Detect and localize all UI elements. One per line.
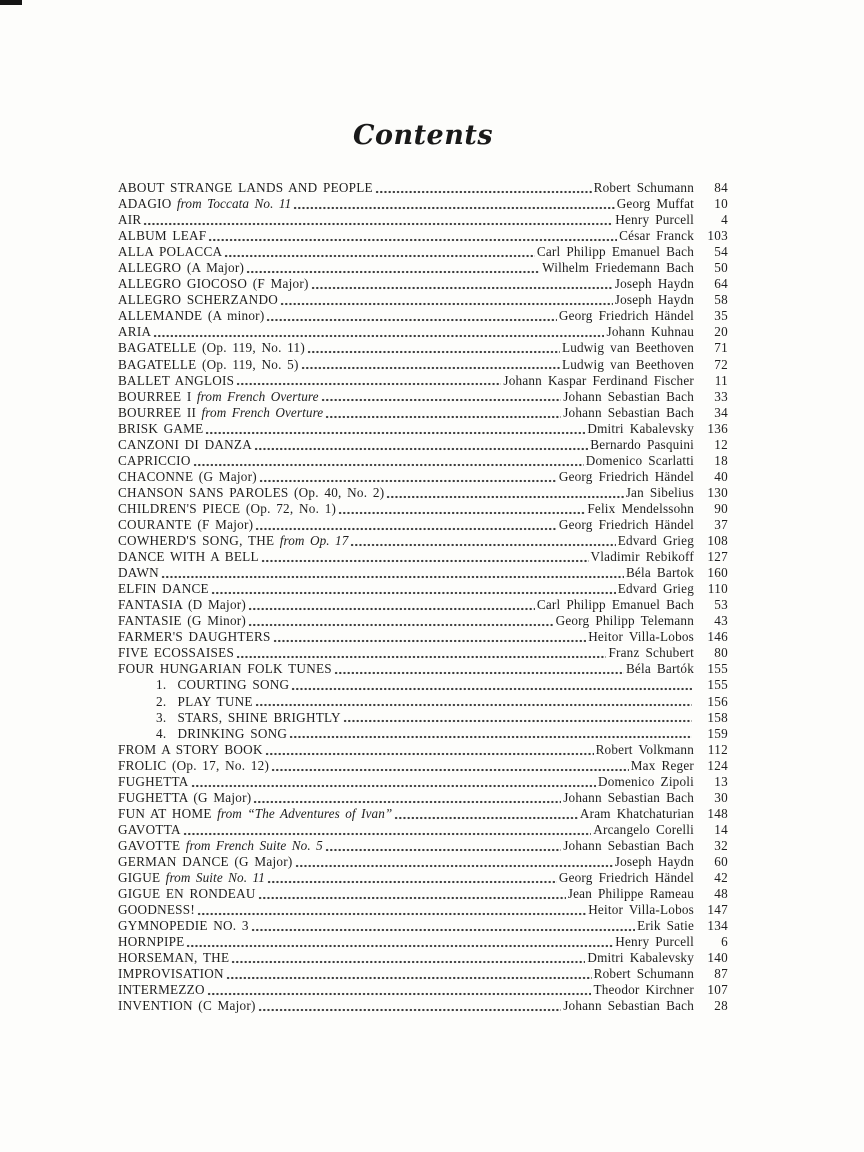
entry-title: ALBUM LEAF — [118, 228, 207, 244]
toc-entry — [118, 276, 728, 292]
toc-entry — [118, 581, 728, 597]
dot-leader — [321, 389, 562, 405]
toc-entry — [118, 806, 728, 822]
entry-page: 110 — [707, 581, 728, 597]
entry-page: 148 — [707, 805, 728, 821]
entry-author: Franz Schubert — [608, 645, 694, 661]
toc-entry — [118, 405, 728, 421]
entry-author: Aram Khatchaturian — [579, 805, 694, 821]
dot-leader — [236, 373, 501, 389]
entry-page: 140 — [707, 950, 728, 966]
dot-leader — [267, 870, 557, 886]
entry-author: Jean Philippe Rameau — [567, 886, 694, 902]
entry-title: FROLIC (Op. 17, No. 12) — [118, 757, 270, 773]
dot-leader — [208, 228, 617, 244]
entry-author: Jan Sibelius — [625, 484, 694, 500]
entry-page: 103 — [707, 228, 728, 244]
dot-leader — [291, 677, 692, 693]
entry-page: 124 — [707, 757, 728, 773]
dot-leader — [246, 260, 540, 276]
entry-author: Arcangelo Corelli — [593, 821, 694, 837]
dot-leader — [325, 405, 561, 421]
dot-leader — [255, 694, 692, 710]
entry-title: FIVE ECOSSAISES — [118, 645, 235, 661]
toc-entry — [118, 324, 728, 340]
toc-entry — [118, 838, 728, 854]
entry-author: Domenico Scarlatti — [585, 452, 694, 468]
entry-author: Georg Friedrich Händel — [558, 516, 694, 532]
toc-entry — [118, 870, 728, 886]
dot-leader — [205, 421, 585, 437]
entry-title: BALLET ANGLOIS — [118, 372, 235, 388]
entry-page: 11 — [714, 372, 728, 388]
entry-title: DANCE WITH A BELL — [118, 549, 259, 565]
entry-author: Wilhelm Friedemann Bach — [542, 260, 694, 276]
entry-author: Joseph Haydn — [614, 292, 694, 308]
entry-title: FUGHETTA (G Major) — [118, 789, 252, 805]
entry-page: 14 — [714, 821, 728, 837]
toc-entry — [118, 453, 728, 469]
dot-leader — [251, 918, 635, 934]
dot-leader — [350, 533, 615, 549]
toc-entry — [118, 437, 728, 453]
dot-leader — [197, 902, 586, 918]
toc-entry — [118, 389, 728, 405]
entry-author: Robert Volkmann — [595, 741, 694, 757]
dot-leader — [161, 565, 624, 581]
entry-author: Edvard Grieg — [617, 533, 694, 549]
entry-page: 80 — [714, 645, 728, 661]
scan-artifact — [0, 0, 22, 5]
entry-author: Georg Philipp Telemann — [555, 613, 694, 629]
entry-page: 90 — [714, 500, 728, 516]
toc-entry — [118, 822, 728, 838]
entry-page: 10 — [714, 196, 728, 212]
toc-entry — [118, 790, 728, 806]
entry-author: Henry Purcell — [615, 212, 694, 228]
entry-author: Bernardo Pasquini — [590, 436, 694, 452]
toc-entry — [118, 565, 728, 581]
entry-page: 156 — [707, 693, 728, 709]
dot-leader — [273, 629, 587, 645]
entry-page: 87 — [714, 966, 728, 982]
dot-leader — [266, 308, 556, 324]
toc-entry — [118, 292, 728, 308]
entry-title: INTERMEZZO — [118, 982, 205, 998]
toc-entry — [118, 629, 728, 645]
dot-leader — [375, 180, 592, 196]
toc-entry — [118, 998, 728, 1014]
toc-entry — [118, 918, 728, 934]
dot-leader — [255, 517, 557, 533]
entry-title: FANTASIA (D Major) — [118, 597, 247, 613]
entry-page: 20 — [714, 324, 728, 340]
dot-leader — [186, 934, 613, 950]
entry-author: Heitor Villa-Lobos — [588, 629, 694, 645]
dot-leader — [191, 774, 596, 790]
entry-title: CHACONNE (G Major) — [118, 468, 257, 484]
dot-leader — [153, 324, 604, 340]
entry-page: 32 — [714, 837, 728, 853]
dot-leader — [311, 276, 613, 292]
entry-page: 6 — [721, 934, 728, 950]
dot-leader — [261, 549, 589, 565]
toc-entry — [118, 517, 728, 533]
entry-page: 112 — [707, 741, 728, 757]
toc-entry — [118, 180, 728, 196]
dot-leader — [254, 437, 588, 453]
page-title: Contents — [352, 120, 494, 151]
toc-entry — [118, 597, 728, 613]
entry-page: 34 — [714, 404, 728, 420]
toc-entry — [118, 228, 728, 244]
dot-leader — [183, 822, 592, 838]
entry-author: Felix Mendelssohn — [587, 500, 694, 516]
entry-author: Dmitri Kabalevsky — [587, 420, 694, 436]
entry-author: Johann Kaspar Ferdinand Fischer — [503, 372, 694, 388]
dot-leader — [231, 950, 585, 966]
entry-title: ALLEGRO GIOCOSO (F Major) — [118, 276, 309, 292]
entry-author: Robert Schumann — [593, 180, 694, 195]
entry-page: 33 — [714, 388, 728, 404]
entry-title: 4. DRINKING SONG — [156, 725, 288, 741]
dot-leader — [271, 758, 629, 774]
toc-entry — [118, 645, 728, 661]
entry-author: Johann Sebastian Bach — [563, 837, 694, 853]
entry-title: GERMAN DANCE (G Major) — [118, 853, 293, 869]
entry-author: Johann Kuhnau — [606, 324, 694, 340]
dot-leader — [258, 886, 566, 902]
entry-page: 72 — [714, 356, 728, 372]
entry-title: 1. COURTING SONG — [156, 677, 290, 693]
toc-entry — [118, 902, 728, 918]
entry-title: CHANSON SANS PAROLES (Op. 40, No. 2) — [118, 484, 385, 500]
entry-author: Johann Sebastian Bach — [563, 998, 694, 1014]
entry-author: Edvard Grieg — [617, 581, 694, 597]
dot-leader — [248, 597, 535, 613]
entry-page: 159 — [707, 725, 728, 741]
entry-author: Georg Muffat — [616, 196, 694, 212]
entry-author: Joseph Haydn — [614, 276, 694, 292]
entry-page: 54 — [714, 244, 728, 260]
entry-title: CAPRICCIO — [118, 452, 191, 468]
entry-page: 147 — [707, 902, 728, 918]
entry-title: ELFIN DANCE — [118, 581, 209, 597]
entry-title: ALLEGRO (A Major) — [118, 260, 245, 276]
entry-page: 84 — [714, 180, 728, 195]
entry-title: CHILDREN'S PIECE (Op. 72, No. 1) — [118, 500, 337, 516]
entry-page: 50 — [714, 260, 728, 276]
entry-title: DAWN — [118, 565, 159, 581]
entry-author: Johann Sebastian Bach — [563, 789, 694, 805]
entry-page: 134 — [707, 918, 728, 934]
entry-page: 53 — [714, 597, 728, 613]
toc-entry — [118, 260, 728, 276]
toc-entry — [118, 934, 728, 950]
toc-entry — [118, 357, 728, 373]
entry-author: Georg Friedrich Händel — [558, 308, 694, 324]
entry-page: 42 — [714, 870, 728, 886]
dot-leader — [295, 854, 613, 870]
toc-entry — [118, 212, 728, 228]
entry-title: INVENTION (C Major) — [118, 998, 256, 1014]
dot-leader — [248, 613, 554, 629]
entry-author: Ludwig van Beethoven — [561, 356, 694, 372]
toc-entry — [118, 694, 728, 710]
entry-page: 4 — [721, 212, 728, 228]
entry-page: 71 — [714, 340, 728, 356]
entry-title: GOODNESS! — [118, 902, 195, 918]
dot-leader — [226, 966, 592, 982]
entry-page: 108 — [707, 533, 728, 549]
entry-author: César Franck — [619, 228, 694, 244]
toc-entry — [118, 533, 728, 549]
toc-entry — [118, 982, 728, 998]
dot-leader — [343, 710, 692, 726]
toc-entry — [118, 340, 728, 356]
entry-author: Carl Philipp Emanuel Bach — [536, 597, 694, 613]
entry-title: 3. STARS, SHINE BRIGHTLY — [156, 709, 341, 725]
entry-title: BAGATELLE (Op. 119, No. 5) — [118, 356, 299, 372]
entry-title: COURANTE (F Major) — [118, 516, 254, 532]
entry-page: 155 — [707, 677, 728, 693]
entry-title: AIR — [118, 212, 142, 228]
entry-title: ABOUT STRANGE LANDS AND PEOPLE — [118, 180, 373, 195]
entry-page: 136 — [707, 420, 728, 436]
entry-title: GIGUE from Suite No. 11 — [118, 870, 265, 886]
toc-list — [118, 180, 728, 1014]
entry-author: Vladimir Rebikoff — [590, 549, 694, 565]
entry-title: GYMNOPEDIE NO. 3 — [118, 918, 249, 934]
entry-author: Johann Sebastian Bach — [563, 404, 694, 420]
entry-author: Theodor Kirchner — [593, 982, 694, 998]
dot-leader — [325, 838, 561, 854]
dot-leader — [301, 357, 560, 373]
entry-title: FUGHETTA — [118, 773, 189, 789]
entry-author: Ludwig van Beethoven — [561, 340, 694, 356]
entry-page: 35 — [714, 308, 728, 324]
entry-page: 43 — [714, 613, 728, 629]
dot-leader — [193, 453, 584, 469]
entry-page: 30 — [714, 789, 728, 805]
entry-author: Dmitri Kabalevsky — [587, 950, 694, 966]
entry-page: 64 — [714, 276, 728, 292]
dot-leader — [338, 501, 585, 517]
entry-author: Béla Bartók — [625, 661, 694, 677]
entry-page: 60 — [714, 853, 728, 869]
dot-leader — [265, 742, 594, 758]
entry-title: FUN AT HOME from “The Adventures of Ivan” — [118, 805, 393, 821]
entry-author: Domenico Zipoli — [598, 773, 694, 789]
entry-page: 146 — [707, 629, 728, 645]
entry-page: 37 — [714, 516, 728, 532]
dot-leader — [259, 469, 557, 485]
toc-entry — [118, 485, 728, 501]
toc-entry — [118, 501, 728, 517]
entry-title: FROM A STORY BOOK — [118, 741, 263, 757]
toc-entry — [118, 196, 728, 212]
toc-entry — [118, 758, 728, 774]
entry-title: BRISK GAME — [118, 420, 204, 436]
dot-leader — [289, 726, 692, 742]
entry-author: Georg Friedrich Händel — [558, 468, 694, 484]
toc-entry — [118, 613, 728, 629]
entry-author: Erik Satie — [637, 918, 694, 934]
entry-page: 127 — [707, 549, 728, 565]
entry-title: BAGATELLE (Op. 119, No. 11) — [118, 340, 306, 356]
toc-entry — [118, 710, 728, 726]
dot-leader — [143, 212, 613, 228]
entry-title: ALLEMANDE (A minor) — [118, 308, 265, 324]
toc-entry — [118, 244, 728, 260]
entry-title: BOURREE I from French Overture — [118, 388, 319, 404]
dot-leader — [394, 806, 578, 822]
toc-entry — [118, 966, 728, 982]
entry-title: FANTASIE (G Minor) — [118, 613, 247, 629]
entry-title: ALLA POLACCA — [118, 244, 223, 260]
dot-leader — [207, 982, 592, 998]
dot-leader — [224, 244, 535, 260]
toc-entry — [118, 549, 728, 565]
entry-title: FARMER'S DAUGHTERS — [118, 629, 271, 645]
entry-author: Béla Bartok — [625, 565, 694, 581]
toc-entry — [118, 854, 728, 870]
dot-leader — [253, 790, 561, 806]
entry-page: 160 — [707, 565, 728, 581]
dot-leader — [236, 645, 606, 661]
toc-entry — [118, 421, 728, 437]
dot-leader — [293, 196, 614, 212]
toc-entry — [118, 373, 728, 389]
entry-page: 40 — [714, 468, 728, 484]
entry-author: Carl Philipp Emanuel Bach — [536, 244, 694, 260]
dot-leader — [386, 485, 623, 501]
entry-author: Henry Purcell — [615, 934, 694, 950]
toc-entry — [118, 886, 728, 902]
entry-author: Johann Sebastian Bach — [563, 388, 694, 404]
entry-page: 18 — [714, 452, 728, 468]
entry-title: GAVOTTA — [118, 821, 181, 837]
toc-entry — [118, 308, 728, 324]
entry-title: IMPROVISATION — [118, 966, 224, 982]
entry-page: 107 — [707, 982, 728, 998]
toc-entry — [118, 774, 728, 790]
dot-leader — [258, 998, 562, 1014]
toc-entry — [118, 677, 728, 693]
toc-entry — [118, 661, 728, 677]
toc-entry — [118, 726, 728, 742]
entry-title: HORNPIPE — [118, 934, 185, 950]
dot-leader — [334, 661, 624, 677]
entry-page: 48 — [714, 886, 728, 902]
entry-title: COWHERD'S SONG, THE from Op. 17 — [118, 533, 349, 549]
entry-page: 155 — [707, 661, 728, 677]
entry-author: Heitor Villa-Lobos — [588, 902, 694, 918]
entry-title: BOURREE II from French Overture — [118, 404, 324, 420]
entry-author: Joseph Haydn — [614, 853, 694, 869]
entry-page: 158 — [707, 709, 728, 725]
entry-title: FOUR HUNGARIAN FOLK TUNES — [118, 661, 332, 677]
entry-title: ADAGIO from Toccata No. 11 — [118, 196, 292, 212]
entry-title: ARIA — [118, 324, 152, 340]
entry-page: 12 — [714, 436, 728, 452]
dot-leader — [211, 581, 616, 597]
toc-entry — [118, 742, 728, 758]
entry-title: CANZONI DI DANZA — [118, 436, 252, 452]
dot-leader — [307, 340, 560, 356]
entry-title: 2. PLAY TUNE — [156, 693, 253, 709]
entry-page: 130 — [707, 484, 728, 500]
entry-author: Georg Friedrich Händel — [558, 870, 694, 886]
entry-author: Max Reger — [630, 757, 694, 773]
entry-title: ALLEGRO SCHERZANDO — [118, 292, 278, 308]
entry-title: GIGUE EN RONDEAU — [118, 886, 256, 902]
entry-author: Robert Schumann — [593, 966, 694, 982]
toc-entry — [118, 469, 728, 485]
entry-page: 13 — [714, 773, 728, 789]
entry-page: 28 — [714, 998, 728, 1014]
entry-title: HORSEMAN, THE — [118, 950, 230, 966]
dot-leader — [280, 292, 613, 308]
entry-title: GAVOTTE from French Suite No. 5 — [118, 837, 323, 853]
toc-entry — [118, 950, 728, 966]
entry-page: 58 — [714, 292, 728, 308]
